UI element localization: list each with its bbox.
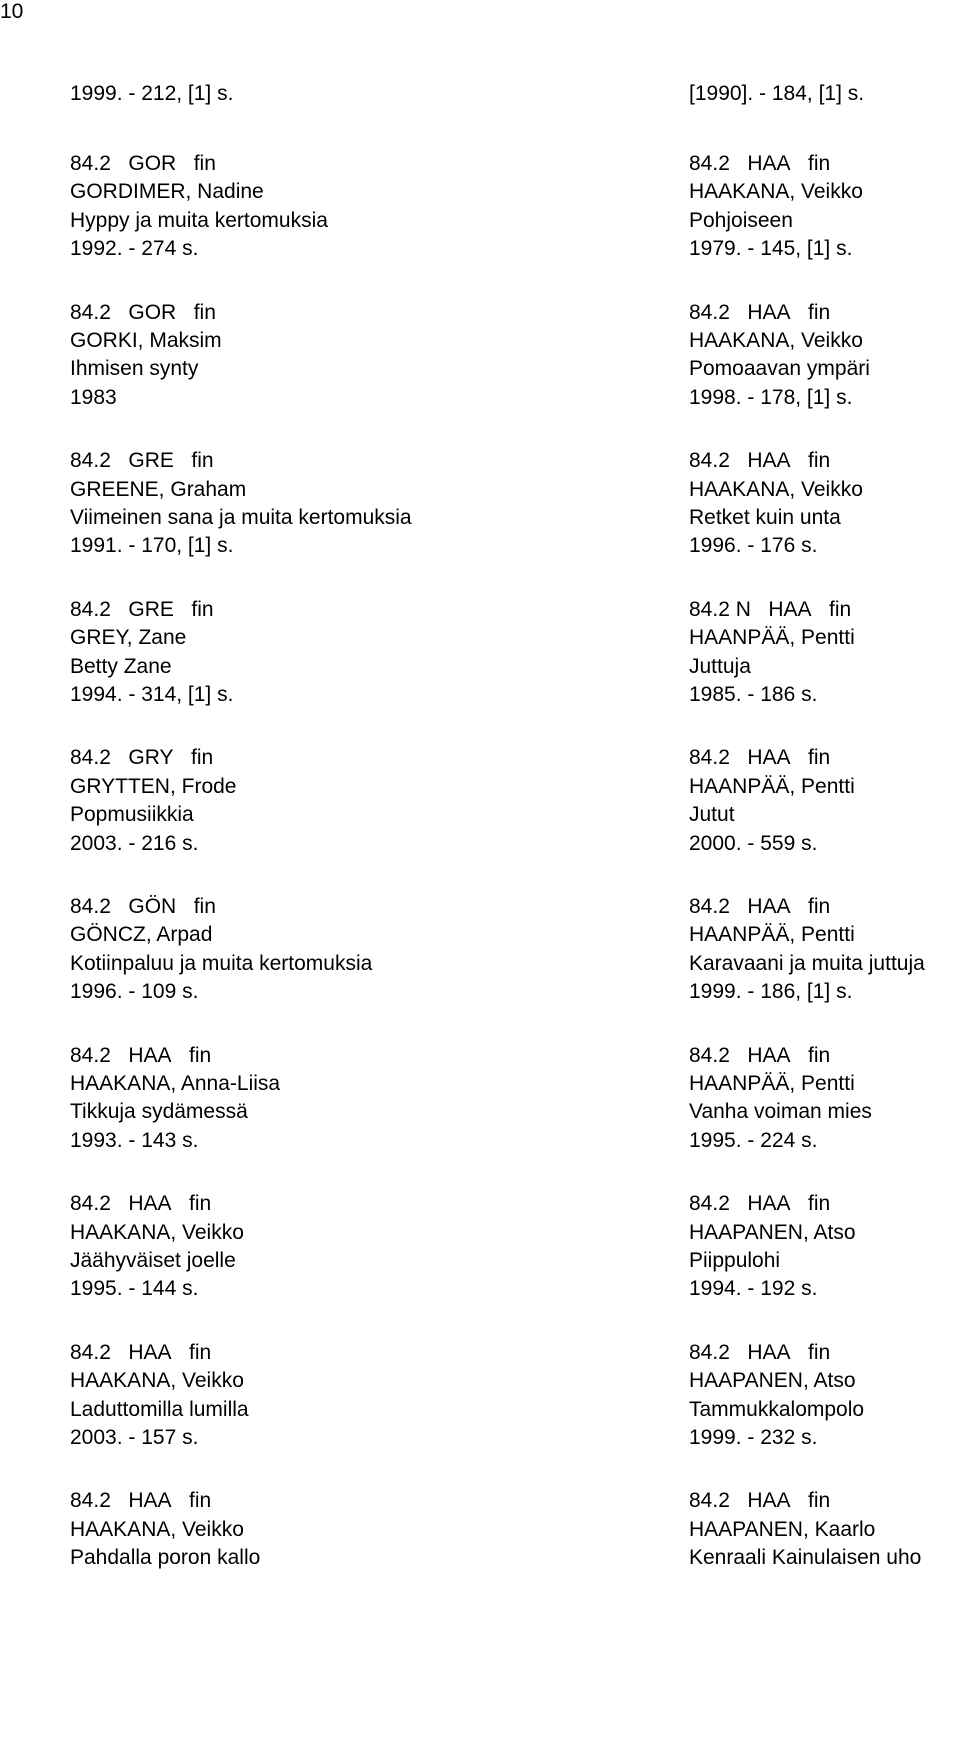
entry-line: Viimeinen sana ja muita kertomuksia	[70, 505, 412, 529]
catalog-entry	[689, 1190, 856, 1304]
entry-line: Betty Zane	[70, 654, 172, 678]
entry-line: HAAPANEN, Atso	[689, 1369, 856, 1393]
catalog-entry	[70, 1487, 260, 1572]
entry-line: HAAKANA, Veikko	[689, 328, 863, 352]
entry-line: 1983	[70, 385, 117, 409]
entry-line: HAAPANEN, Atso	[689, 1220, 856, 1244]
entry-classification: 84.2 N HAA fin	[689, 597, 852, 621]
entry-line: HAANPÄÄ, Pentti	[689, 1071, 855, 1095]
entry-classification: 84.2 HAA fin	[689, 300, 831, 324]
catalog-entry	[70, 299, 222, 413]
catalog-entry	[689, 1339, 864, 1453]
entry-line: 1996. - 109 s.	[70, 980, 199, 1004]
entry-line: 1985. - 186 s.	[689, 682, 818, 706]
entry-classification: 84.2 GÖN fin	[70, 895, 216, 918]
entry-line: 1995. - 144 s.	[70, 1277, 199, 1301]
entry-line: Laduttomilla lumilla	[70, 1397, 249, 1421]
entry-line: 1998. - 178, [1] s.	[689, 385, 853, 409]
catalog-entry	[689, 80, 864, 108]
entry-classification: 84.2 HAA fin	[70, 1043, 212, 1067]
catalog-entry	[689, 744, 855, 858]
entry-classification: 84.2 HAA fin	[70, 1489, 212, 1513]
entry-line: HAANPÄÄ, Pentti	[689, 923, 855, 947]
entry-line: Ihmisen synty	[70, 357, 199, 381]
entry-line: 1999. - 212, [1] s.	[70, 82, 234, 105]
entry-line: 1991. - 170, [1] s.	[70, 534, 234, 558]
page-number: 10	[0, 0, 24, 23]
catalog-entry	[70, 80, 233, 108]
entry-line: Kotiinpaluu ja muita kertomuksia	[70, 951, 373, 975]
entry-line: 1994. - 314, [1] s.	[70, 682, 234, 706]
entry-classification: 84.2 HAA fin	[689, 1043, 831, 1067]
catalog-entry	[70, 1339, 249, 1453]
entry-line: 2000. - 559 s.	[689, 831, 818, 855]
entry-line: 1999. - 186, [1] s.	[689, 980, 853, 1004]
entry-classification: 84.2 GRY fin	[70, 746, 214, 770]
entry-line: HAAKANA, Veikko	[70, 1517, 244, 1541]
catalog-entry	[689, 596, 855, 710]
entry-line: HAANPÄÄ, Pentti	[689, 774, 855, 798]
catalog-entry	[689, 299, 870, 413]
entry-line: 1992. - 274 s.	[70, 237, 199, 261]
entry-classification: 84.2 GOR fin	[70, 300, 216, 324]
entry-line: HAANPÄÄ, Pentti	[689, 626, 855, 650]
entry-line: Pahdalla poron kallo	[70, 1546, 261, 1570]
entry-line: GREENE, Graham	[70, 477, 247, 501]
entry-line: GRYTTEN, Frode	[70, 774, 237, 798]
entry-line: GORKI, Maksim	[70, 328, 222, 352]
catalog-entry	[689, 447, 863, 561]
catalog-entry	[70, 893, 372, 1007]
entry-line: HAAKANA, Veikko	[70, 1369, 244, 1393]
entry-classification: 84.2 HAA fin	[689, 449, 831, 473]
catalog-entry	[689, 150, 863, 264]
entry-line: 1996. - 176 s.	[689, 534, 818, 558]
entry-line: 1994. - 192 s.	[689, 1277, 818, 1301]
entry-line: 1993. - 143 s.	[70, 1128, 199, 1152]
catalog-entry	[70, 150, 328, 264]
entry-line: 1999. - 232 s.	[689, 1425, 818, 1449]
entry-classification: 84.2 HAA fin	[70, 1340, 212, 1364]
catalog-entry	[689, 893, 925, 1007]
entry-line: Karavaani ja muita juttuja	[689, 951, 925, 975]
entry-line: Popmusiikkia	[70, 803, 194, 827]
entry-line: Retket kuin unta	[689, 505, 841, 529]
entry-classification: 84.2 HAA fin	[689, 895, 831, 918]
entry-classification: 84.2 HAA fin	[70, 1192, 212, 1216]
entry-classification: 84.2 GRE fin	[70, 597, 214, 621]
entry-line: Piippulohi	[689, 1248, 781, 1272]
entry-line: Pohjoiseen	[689, 208, 793, 232]
entry-line: HAAKANA, Veikko	[689, 180, 863, 204]
entry-line: GREY, Zane	[70, 626, 187, 650]
entry-line: Tammukkalompolo	[689, 1397, 865, 1421]
entry-classification: 84.2 GOR fin	[70, 152, 216, 175]
catalog-entry	[70, 1042, 280, 1156]
entry-classification: 84.2 HAA fin	[689, 1489, 831, 1513]
entry-line: 2003. - 216 s.	[70, 831, 199, 855]
entry-line: Kenraali Kainulaisen uho	[689, 1546, 922, 1570]
catalog-entry	[70, 1190, 244, 1304]
entry-line: HAAKANA, Anna-Liisa	[70, 1071, 281, 1095]
entry-line: HAAKANA, Veikko	[70, 1220, 244, 1244]
entry-line: [1990]. - 184, [1] s.	[689, 82, 865, 105]
catalog-entry	[70, 596, 233, 710]
catalog-entry	[70, 447, 412, 561]
entry-line: Juttuja	[689, 654, 751, 678]
entry-line: 1995. - 224 s.	[689, 1128, 818, 1152]
catalog-entry	[689, 1042, 872, 1156]
catalog-entry	[689, 1487, 921, 1572]
entry-line: Jutut	[689, 803, 735, 827]
entry-line: Hyppy ja muita kertomuksia	[70, 208, 328, 232]
entry-line: Pomoaavan ympäri	[689, 357, 870, 381]
entry-line: HAAKANA, Veikko	[689, 477, 863, 501]
entry-line: GORDIMER, Nadine	[70, 180, 264, 204]
entry-line: HAAPANEN, Kaarlo	[689, 1517, 876, 1541]
entry-line: Vanha voiman mies	[689, 1100, 872, 1124]
entry-classification: 84.2 GRE fin	[70, 449, 214, 473]
entry-line: 2003. - 157 s.	[70, 1425, 199, 1449]
catalog-entry	[70, 744, 236, 858]
entry-classification: 84.2 HAA fin	[689, 152, 831, 175]
entry-line: GÖNCZ, Arpad	[70, 923, 213, 947]
entry-classification: 84.2 HAA fin	[689, 1340, 831, 1364]
entry-line: Tikkuja sydämessä	[70, 1100, 248, 1124]
entry-classification: 84.2 HAA fin	[689, 1192, 831, 1216]
entry-classification: 84.2 HAA fin	[689, 746, 831, 770]
entry-line: Jäähyväiset joelle	[70, 1248, 236, 1272]
entry-line: 1979. - 145, [1] s.	[689, 237, 853, 261]
